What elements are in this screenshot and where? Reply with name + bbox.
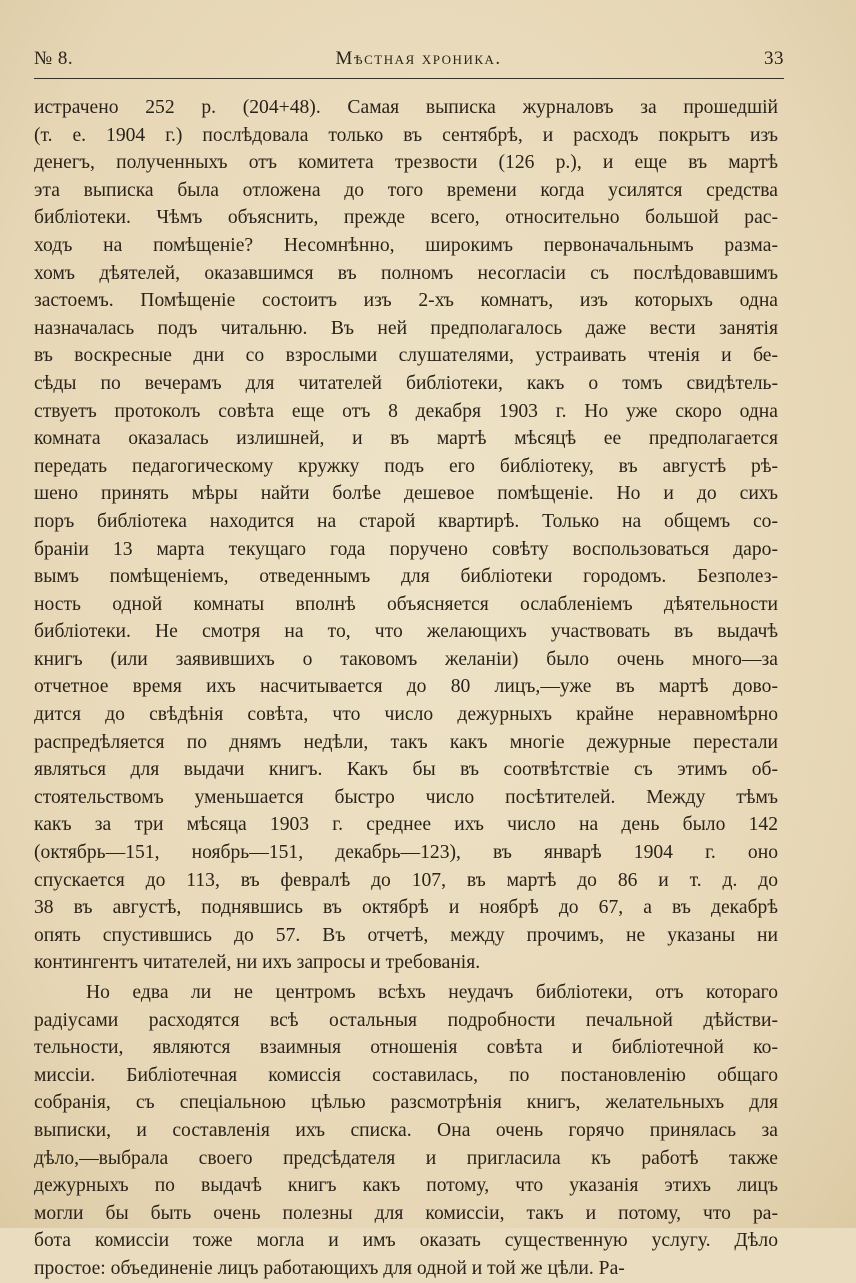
- text-line: тельности, являются взаимныя отношенiя совѣта и библiотечной ко-: [34, 1037, 778, 1059]
- text-line: денегъ, полученныхъ отъ комитета трезвости (126 р.), и еще въ мартѣ: [34, 152, 778, 174]
- text-line: сѣды по вечерамъ для читателей библiотеки, какъ о томъ свидѣтель-: [34, 372, 778, 394]
- text-line: выписки, и составленiя ихъ списка. Она очень горячо принялась за: [34, 1119, 778, 1141]
- text-line: библiотеки. Чѣмъ объяснить, прежде всего, относительно большой рас-: [34, 207, 778, 229]
- text-line: опять спустившись до 57. Въ отчетѣ, между прочимъ, не указаны ни: [34, 924, 778, 946]
- text-line: могли бы быть очень полезны для комиссiи, такъ и потому, что ра-: [34, 1202, 778, 1224]
- text-line: шено принять мѣры найти болѣе дешевое помѣщенiе. Но и до сихъ: [34, 483, 778, 505]
- text-line: хомъ дѣятелей, оказавшимся въ полномъ несогласiи съ послѣдовавшимъ: [34, 262, 778, 284]
- text-line: дежурныхъ по выдачѣ книгъ какъ потому, что указанiя этихъ лицъ: [34, 1175, 778, 1197]
- issue-number: № 8.: [34, 48, 74, 69]
- text-line: (октябрь—151, ноябрь—151, декабрь—123), въ январѣ 1904 г. оно: [34, 842, 778, 864]
- text-line: спускается до 113, въ февралѣ до 107, въ мартѣ до 86 и т. д. до: [34, 869, 778, 891]
- text-line: миссiи. Библiотечная комиссiя составилась, по постановленiю общаго: [34, 1064, 778, 1086]
- text-line: 38 въ августѣ, поднявшись въ октябрѣ и ноябрѣ до 67, а въ декабрѣ: [34, 897, 778, 919]
- text-line: дѣло,—выбрала своего предсѣдателя и пригласила къ работѣ также: [34, 1147, 778, 1169]
- text-line: передать педагогическому кружку подъ его библiотеку, въ августѣ рѣ-: [34, 455, 778, 477]
- text-line: поръ библiотека находится на старой квартирѣ. Только на общемъ со-: [34, 510, 778, 532]
- text-line: дится до свѣдѣнiя совѣта, что число дежурныхъ крайне неравномѣрно: [34, 704, 778, 726]
- text-line: назначалась подъ читальню. Въ ней предполагалось даже вести занятiя: [34, 317, 778, 339]
- text-line: контингентъ читателей, ни ихъ запросы и требованiя.: [34, 952, 481, 974]
- text-line: комната оказалась излишней, и въ мартѣ мѣсяцѣ ее предполагается: [34, 428, 778, 450]
- paragraph: [34, 979, 778, 1283]
- text-line: отчетное время ихъ насчитывается до 80 лицъ,—уже въ мартѣ дово-: [34, 676, 778, 698]
- text-line: какъ за три мѣсяца 1903 г. среднее ихъ число на день было 142: [34, 814, 778, 836]
- text-line: стоятельствомъ уменьшается быстро число посѣтителей. Между тѣмъ: [34, 786, 778, 808]
- text-line: (т. е. 1904 г.) послѣдовала только въ сентябрѣ, и расходъ покрытъ изъ: [34, 124, 778, 146]
- header-rule: [34, 78, 784, 79]
- body-text: [34, 94, 778, 1283]
- text-line: бота комиссiи тоже могла и имъ оказать существенную услугу. Дѣло: [34, 1230, 778, 1252]
- text-line: бранiи 13 марта текущаго года поручено совѣту воспользоваться даро-: [34, 538, 778, 560]
- text-line: застоемъ. Помѣщенiе состоитъ изъ 2-хъ комнатъ, изъ которыхъ одна: [34, 290, 778, 312]
- text-line: библiотеки. Не смотря на то, что желающихъ участвовать въ выдачѣ: [34, 621, 778, 643]
- section-title: Мѣстная хроника.: [335, 48, 502, 69]
- text-line: Но едва ли не центромъ всѣхъ неудачъ библiотеки, отъ котораго: [86, 982, 778, 1003]
- text-line: простое: объединенiе лицъ работающихъ для одной и той же цѣли. Ра-: [34, 1257, 625, 1279]
- text-line: распредѣляется по днямъ недѣли, такъ какъ многiе дежурные перестали: [34, 731, 778, 753]
- text-line: вымъ помѣщенiемъ, отведеннымъ для библiотеки городомъ. Безполез-: [34, 566, 778, 588]
- page-number: 33: [763, 48, 784, 69]
- text-line: эта выписка была отложена до того времени когда усилятся средства: [34, 179, 778, 201]
- text-line: ходъ на помѣщенiе? Несомнѣнно, широкимъ первоначальнымъ размa-: [34, 234, 778, 256]
- paragraph: [34, 94, 778, 977]
- text-line: собранiя, съ спецiальною цѣлью разсмотрѣнiя книгъ, желательныхъ для: [34, 1092, 778, 1114]
- text-line: ствуетъ протоколъ совѣта еще отъ 8 декабря 1903 г. Но уже скоро одна: [34, 400, 778, 422]
- text-line: ность одной комнаты вполнѣ объясняется ослабленiемъ дѣятельности: [34, 593, 778, 615]
- text-line: истрачено 252 р. (204+48). Самая выписка журналовъ за прошедшiй: [34, 97, 778, 118]
- text-line: книгъ (или заявившихъ о таковомъ желанiи) было очень много—за: [34, 648, 778, 670]
- text-line: радiусами расходятся всѣ остальныя подробности печальной дѣйстви-: [34, 1009, 778, 1031]
- text-line: являться для выдачи книгъ. Какъ бы въ соотвѣтствiе съ этимъ об-: [34, 759, 778, 781]
- text-line: въ воскресные дни со взрослыми слушателями, устраивать чтенiя и бе-: [34, 345, 778, 367]
- running-header: [34, 48, 784, 78]
